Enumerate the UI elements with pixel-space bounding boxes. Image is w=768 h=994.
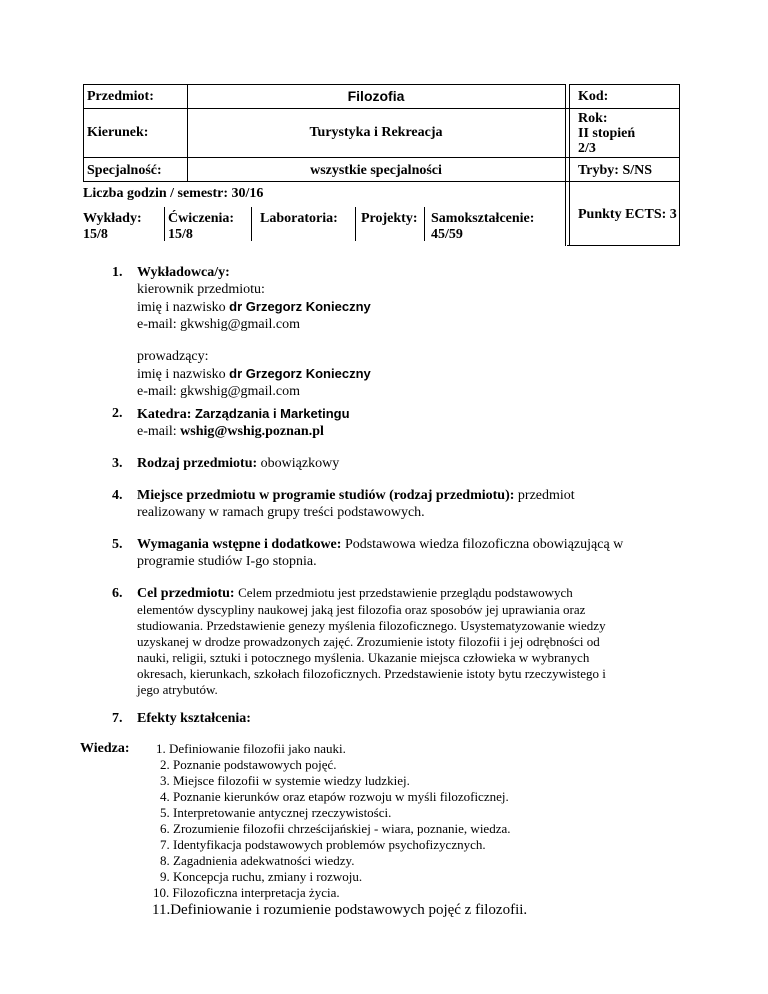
wyklady-label: Wykłady: bbox=[83, 211, 142, 226]
section-title: Wymagania wstępne i dodatkowe: bbox=[137, 537, 342, 552]
specjalnosc-value: wszystkie specjalności bbox=[310, 163, 442, 178]
prowadzacy-email: gkwshig@gmail.com bbox=[180, 384, 300, 399]
rok-value-2: 2/3 bbox=[578, 141, 596, 156]
przedmiot-label: Przedmiot: bbox=[87, 89, 154, 104]
department-name: Zarządzania i Marketingu bbox=[194, 406, 350, 421]
objective-text: Celem przedmiotu jest przedstawienie przeglądu podstawowych bbox=[238, 585, 573, 600]
section-lecturers bbox=[112, 264, 692, 400]
section-title: Rodzaj przedmiotu: bbox=[137, 456, 258, 471]
kierunek-value: Turystyka i Rekreacja bbox=[309, 125, 443, 140]
samoksztalcenie-label: Samokształcenie: bbox=[431, 211, 535, 226]
section-course-type bbox=[112, 455, 692, 472]
cwiczenia-value: 15/8 bbox=[168, 227, 193, 242]
rok-label: Rok: bbox=[578, 111, 608, 126]
objective-line: nauki, religii, sztuki i potocznego myślenia. Ukazanie miejsca człowieka w wybranych bbox=[137, 650, 590, 665]
list-item: 10. Filozoficzna interpretacja życia. bbox=[153, 885, 340, 900]
wyklady-value: 15/8 bbox=[83, 227, 108, 242]
kierownik-email: gkwshig@gmail.com bbox=[180, 317, 300, 332]
objective-line: jego atrybutów. bbox=[137, 682, 218, 697]
program-place-text: przedmiot bbox=[517, 488, 575, 503]
program-place-text: realizowany w ramach grupy treści podstawowych. bbox=[137, 505, 425, 520]
samoksztalcenie-value: 45/59 bbox=[431, 227, 463, 242]
email-label: e-mail: bbox=[137, 424, 177, 439]
cwiczenia-label: Ćwiczenia: bbox=[168, 211, 235, 226]
section-objective bbox=[112, 585, 692, 698]
specjalnosc-label: Specjalność: bbox=[87, 163, 162, 178]
section-number: 2. bbox=[112, 406, 123, 421]
section-number: 1. bbox=[112, 265, 123, 280]
list-item: 2. Poznanie podstawowych pojęć. bbox=[160, 757, 337, 772]
laboratoria-label: Laboratoria: bbox=[260, 211, 338, 226]
list-item: 1. Definiowanie filozofii jako nauki. bbox=[156, 741, 346, 756]
section-title: Cel przedmiotu: bbox=[137, 586, 235, 601]
section-title: Miejsce przedmiotu w programie studiów (rodzaj przedmiotu): bbox=[137, 488, 515, 503]
kod-label: Kod: bbox=[578, 89, 609, 104]
liczba-godzin: Liczba godzin / semestr: 30/16 bbox=[83, 186, 264, 201]
prowadzacy-label: prowadzący: bbox=[137, 349, 209, 364]
section-title: Wykładowca/y: bbox=[137, 265, 230, 280]
rok-value-1: II stopień bbox=[578, 126, 636, 141]
wiedza-label: Wiedza: bbox=[80, 741, 130, 756]
section-program-place bbox=[112, 487, 692, 521]
section-number: 7. bbox=[112, 711, 123, 726]
section-number: 3. bbox=[112, 456, 123, 471]
objective-line: okresach, kierunkach, szkołach filozoficznych. Przedstawienie istoty bytu rzeczywistego i bbox=[137, 666, 606, 681]
list-item: 9. Koncepcja ruchu, zmiany i rozwoju. bbox=[160, 869, 363, 884]
email-label: e-mail: bbox=[137, 317, 177, 332]
przedmiot-value: Filozofia bbox=[347, 88, 405, 104]
section-department bbox=[112, 405, 692, 440]
requirements-text: Podstawowa wiedza filozoficzna obowiązującą w bbox=[344, 537, 624, 552]
kierunek-label: Kierunek: bbox=[87, 125, 149, 140]
kierownik-name: dr Grzegorz Konieczny bbox=[229, 299, 371, 314]
name-label: imię i nazwisko bbox=[137, 367, 226, 382]
section-number: 4. bbox=[112, 488, 123, 503]
list-item: 3. Miejsce filozofii w systemie wiedzy ludzkiej. bbox=[160, 773, 410, 788]
objective-line: studiowania. Przedstawienie genezy myślenia filozoficznego. Usystematyzowanie wiedzy bbox=[137, 618, 606, 633]
kierownik-label: kierownik przedmiotu: bbox=[137, 282, 265, 297]
list-item: 11.Definiowanie i rozumienie podstawowych pojęć z filozofii. bbox=[152, 902, 528, 918]
email-label: e-mail: bbox=[137, 384, 177, 399]
course-type-value: obowiązkowy bbox=[260, 456, 340, 471]
list-item: 4. Poznanie kierunków oraz etapów rozwoju w myśli filozoficznej. bbox=[160, 789, 509, 804]
section-number: 5. bbox=[112, 537, 123, 552]
name-label: imię i nazwisko bbox=[137, 300, 226, 315]
tryby: Tryby: S/NS bbox=[578, 163, 653, 178]
prowadzacy-name: dr Grzegorz Konieczny bbox=[229, 366, 371, 381]
list-item: 5. Interpretowanie antycznej rzeczywistości. bbox=[160, 805, 392, 820]
projekty-label: Projekty: bbox=[361, 211, 418, 226]
department-email: wshig@wshig.poznan.pl bbox=[180, 424, 324, 439]
section-number: 6. bbox=[112, 586, 123, 601]
list-item: 6. Zrozumienie filozofii chrześcijańskiej - wiara, poznanie, wiedza. bbox=[160, 821, 511, 836]
list-item: 8. Zagadnienia adekwatności wiedzy. bbox=[160, 853, 355, 868]
section-title: Efekty kształcenia: bbox=[137, 711, 251, 726]
section-outcomes bbox=[112, 710, 692, 727]
list-item: 7. Identyfikacja podstawowych problemów psychofizycznych. bbox=[160, 837, 486, 852]
section-requirements bbox=[112, 536, 692, 570]
section-title: Katedra: bbox=[137, 407, 192, 422]
objective-line: elementów dyscypliny naukowej jaką jest filozofia oraz sposobów jej uprawiania oraz bbox=[137, 602, 586, 617]
ects: Punkty ECTS: 3 bbox=[578, 207, 677, 222]
requirements-text: programie studiów I-go stopnia. bbox=[137, 554, 317, 569]
objective-line: uzyskanej w drodze prowadzonych zajęć. Zrozumienie istoty filozofii i jej odrębności od bbox=[137, 634, 600, 649]
